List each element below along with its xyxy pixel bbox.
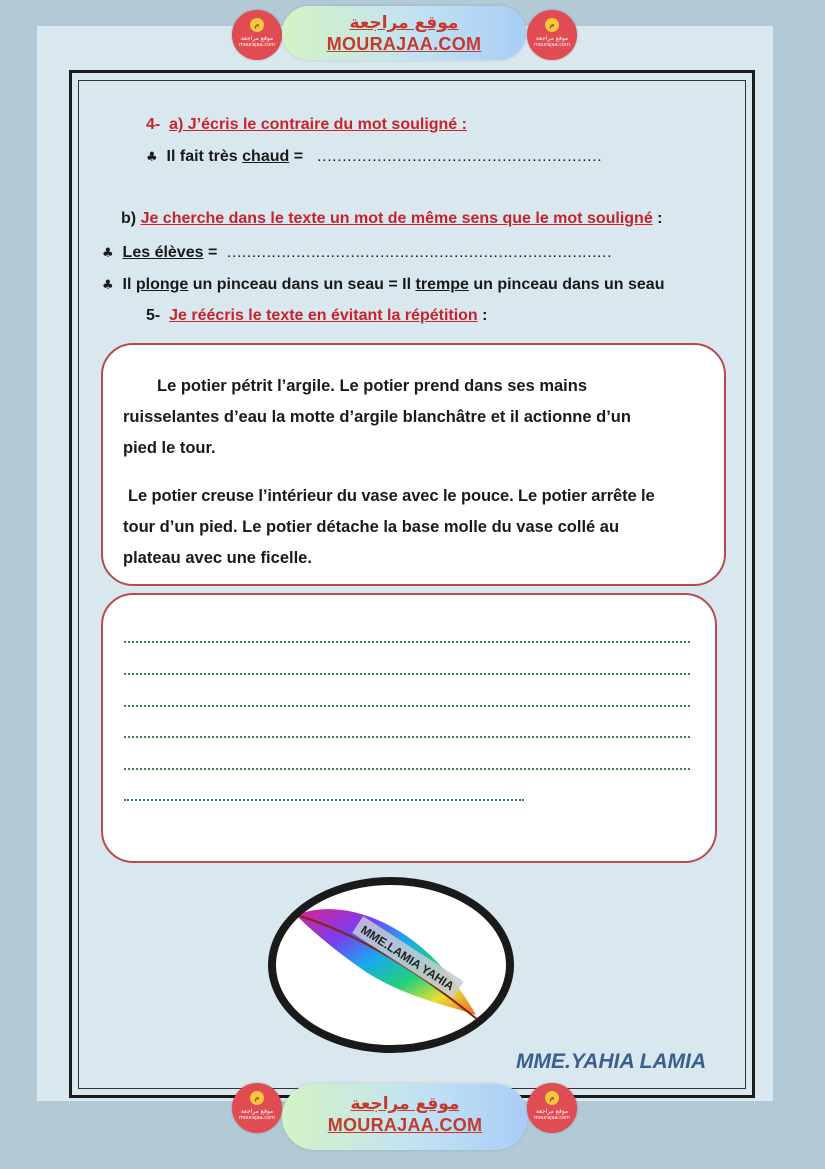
- feather-label: MME.LAMIA YAHIA: [358, 922, 457, 994]
- paragraph-line: tour d’un pied. Le potier détache la base molle du vase collé au: [123, 518, 620, 536]
- q4b-item2-text: Il: [122, 276, 132, 293]
- q4a-item: [146, 148, 601, 166]
- answer-line-3[interactable]: [124, 705, 690, 707]
- q4b-heading: [121, 210, 663, 228]
- q4a-underlined-word: chaud: [242, 148, 290, 165]
- q4b-item2-text: un pinceau dans un seau: [473, 276, 665, 293]
- source-paragraph-2: [123, 481, 713, 574]
- q4b-colon: :: [657, 210, 663, 227]
- answer-line-4[interactable]: [124, 736, 690, 738]
- q4b-item1-equals: =: [207, 244, 218, 261]
- logo-left-footer-icon: [232, 1083, 282, 1133]
- q4b-item2-underlined-word: plonge: [135, 276, 189, 293]
- answer-box: [101, 593, 717, 863]
- q5-heading: [146, 307, 487, 325]
- feather-icon: [276, 885, 506, 1045]
- logo-text-latin: mourajaa.com: [533, 1115, 570, 1121]
- paragraph-line: pied le tour.: [123, 439, 216, 457]
- club-icon: ♣: [102, 278, 114, 293]
- logo-text-ar: موقع مراجعة: [240, 35, 274, 42]
- logo-glyph: م: [250, 1091, 264, 1105]
- logo-glyph: م: [250, 18, 264, 32]
- footer-badge-latin[interactable]: MOURAJAA.COM: [327, 1115, 483, 1135]
- logo-text-ar: موقع مراجعة: [535, 1108, 569, 1115]
- feather-logo-inner: [276, 885, 506, 1045]
- logo-text-latin: mourajaa.com: [238, 42, 275, 48]
- answer-line-5[interactable]: [124, 768, 690, 770]
- answer-line-6[interactable]: [124, 799, 524, 801]
- answer-line-2[interactable]: [124, 673, 690, 675]
- header-badge-latin[interactable]: MOURAJAA.COM: [326, 34, 482, 54]
- logo-text-ar: موقع مراجعة: [535, 35, 569, 42]
- logo-right-header-icon: [527, 10, 577, 60]
- header-badge[interactable]: [282, 6, 526, 60]
- club-icon: ♣: [146, 150, 158, 165]
- q4a-instruction: a) J’écris le contraire du mot souligné :: [169, 116, 467, 133]
- q4b-label: b): [121, 210, 137, 227]
- q4-number: 4-: [146, 116, 161, 133]
- paragraph-line: plateau avec une ficelle.: [123, 549, 312, 567]
- q4b-item2-underlined-answer: trempe: [415, 276, 469, 293]
- q4a-equals: =: [293, 148, 304, 165]
- q4a-heading: [146, 116, 467, 134]
- header-badge-arabic: موقع مراجعة: [349, 13, 459, 33]
- source-paragraph-1: [123, 371, 713, 464]
- logo-text-ar: موقع مراجعة: [240, 1108, 274, 1115]
- logo-text-latin: mourajaa.com: [533, 42, 570, 48]
- q4b-item1-answer-blank[interactable]: ……………………………………………………………………: [226, 244, 611, 261]
- paragraph-line: ruisselantes d’eau la motte d’argile blanchâtre et il actionne d’un: [123, 408, 631, 426]
- logo-glyph: م: [545, 18, 559, 32]
- q4b-item2: [102, 276, 664, 294]
- author-signature: MME.YAHIA LAMIA: [516, 1050, 707, 1073]
- logo-left-header-icon: [232, 10, 282, 60]
- q4b-instruction: Je cherche dans le texte un mot de même sens que le mot souligné: [140, 210, 653, 227]
- answer-line-1[interactable]: [124, 641, 690, 643]
- feather-logo: [268, 877, 514, 1053]
- q4b-item1: [102, 244, 611, 262]
- q4b-item1-word: Les élèves: [122, 244, 204, 261]
- logo-right-footer-icon: [527, 1083, 577, 1133]
- logo-glyph: م: [545, 1091, 559, 1105]
- paragraph-line: Le potier creuse l’intérieur du vase avec le pouce. Le potier arrête le: [128, 487, 655, 505]
- q4a-item-text: Il fait très: [166, 148, 238, 165]
- q5-number: 5-: [146, 307, 161, 324]
- q5-colon: :: [482, 307, 488, 324]
- paragraph-line: Le potier pétrit l’argile. Le potier prend dans ses mains: [157, 377, 588, 395]
- club-icon: ♣: [102, 246, 114, 261]
- footer-badge[interactable]: [282, 1084, 528, 1150]
- q5-instruction: Je réécris le texte en évitant la répétition: [169, 307, 478, 324]
- footer-badge-arabic: موقع مراجعة: [350, 1094, 460, 1114]
- q4a-answer-blank[interactable]: …………………………………………………: [316, 148, 602, 165]
- logo-text-latin: mourajaa.com: [238, 1115, 275, 1121]
- q4b-item2-text: un pinceau dans un seau = Il: [192, 276, 412, 293]
